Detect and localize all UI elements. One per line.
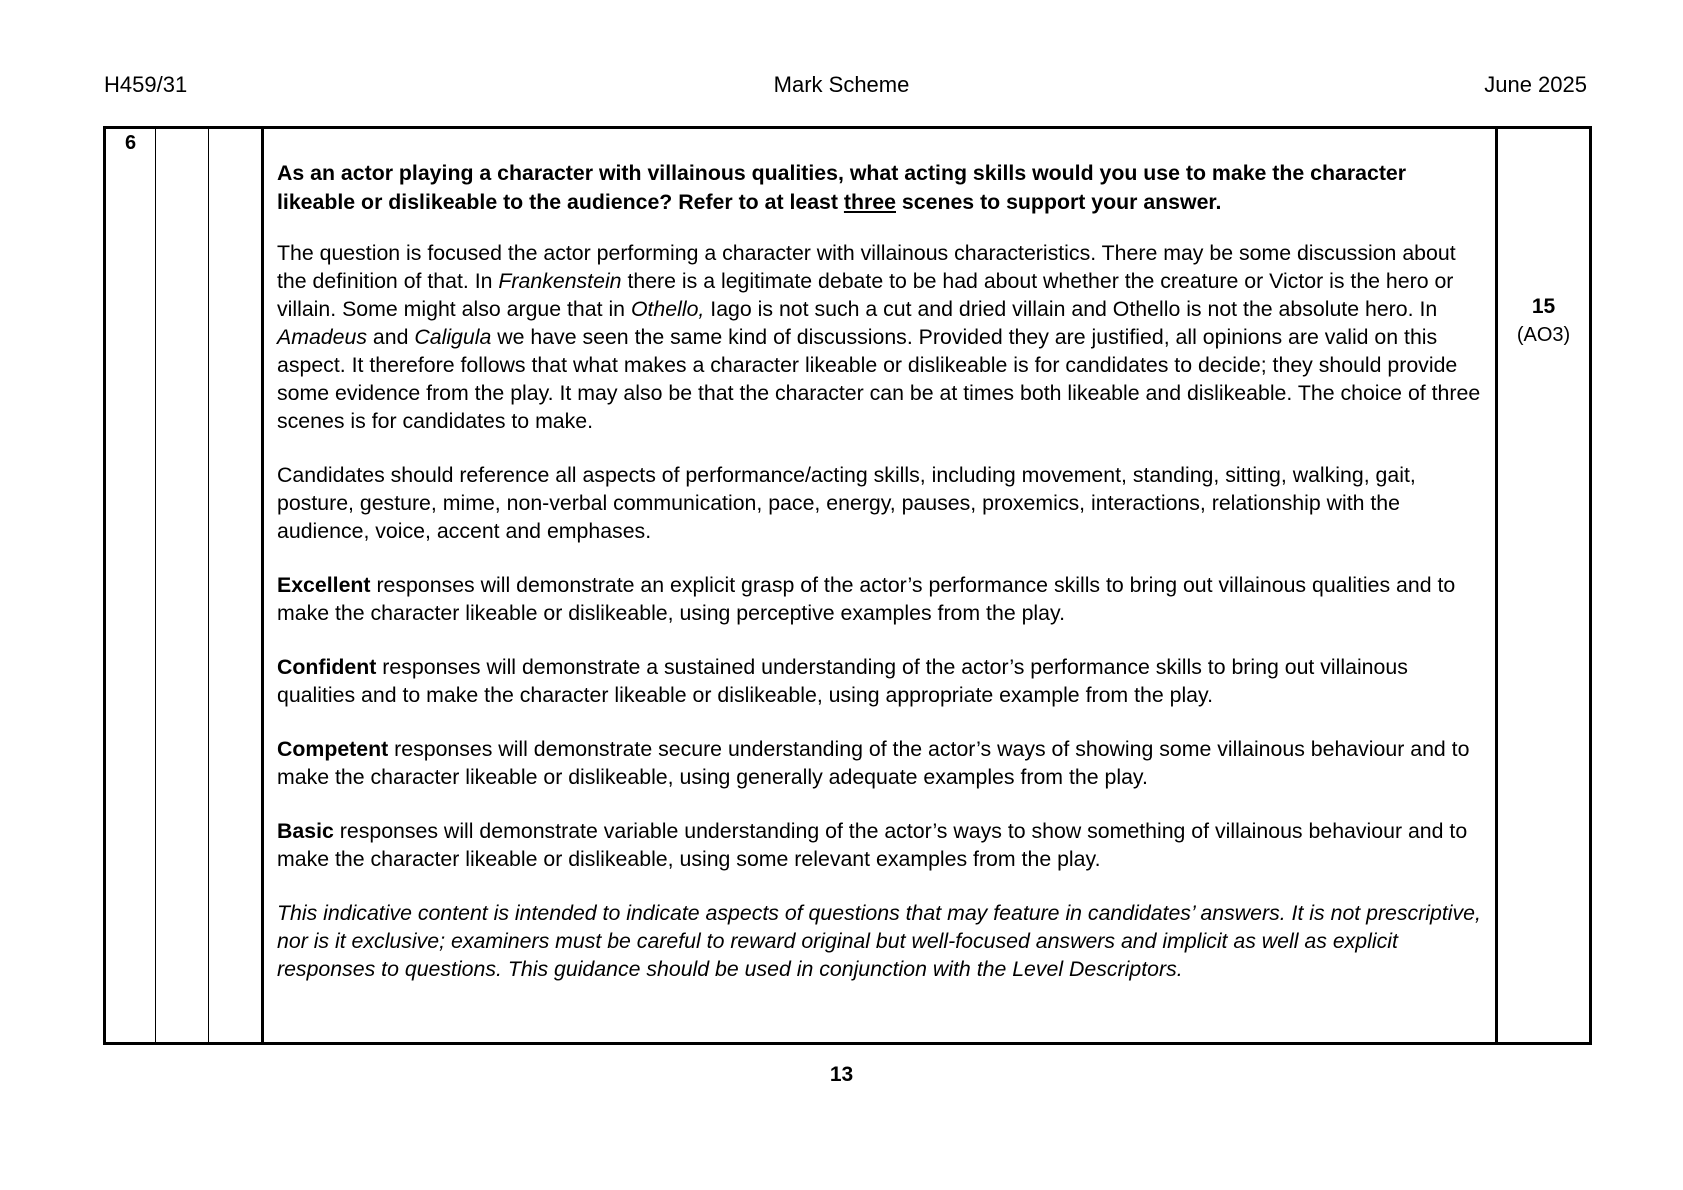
table-row (105, 128, 1591, 1044)
level-competent: Competent responses will demonstrate secure understanding of the actor’s ways of showing some villainous behaviour and to make the character likeable or dislikeable, using generally adequate examples from the play. (277, 737, 1470, 789)
document-date: June 2025 (1484, 72, 1587, 97)
document-title: Mark Scheme (773, 72, 910, 97)
marks-value: 15 (1531, 295, 1556, 318)
level-basic: Basic responses will demonstrate variable understanding of the actor’s ways to show something of villainous behaviour and to make the character likeable or dislikeable, using some relevant examples from the play. (277, 819, 1468, 871)
guidance-paragraph-1: The question is focused the actor performing a character with villainous characteristics. There may be some discussion about the definition of that. In Frankenstein there is a legitimate debate to be had about whether the creature or Victor is the hero or villain. Some might also argue that in Othello, Iago is not such a cut and dried villain and Othello is not the absolute hero. In Amadeus and Caligula we have seen the same kind of discussions. Provided they are justified, all opinions are valid on this aspect. It therefore follows that what makes a character likeable or dislikeable is for candidates to decide; they should provide some evidence from the play. It may also be that the character can be at times both likeable and dislikeable. The choice of three scenes is for candidates to make. (277, 241, 1481, 433)
mark-scheme-table (103, 126, 1592, 1045)
page-number: 13 (829, 1063, 854, 1086)
indicative-content-note: This indicative content is intended to indicate aspects of questions that may feature in candidates’ answers. It is not prescriptive, nor is it exclusive; examiners must be careful to reward original but well-focused answers and implicit as well as explicit responses to questions. This guidance should be used in conjunction with the Level Descriptors. (277, 901, 1481, 981)
level-label: Competent (277, 737, 389, 761)
question-prompt: As an actor playing a character with villainous qualities, what acting skills would you use to make the character likeable or dislikeable to the audience? Refer to at least three scenes to support your answer. (277, 161, 1407, 214)
level-label: Excellent (277, 573, 371, 597)
empty-cell (156, 128, 209, 1044)
marks-cell (1497, 128, 1591, 1044)
guidance-paragraph-2: Candidates should reference all aspects of performance/acting skills, including movement, standing, sitting, walking, gait, posture, gesture, mime, non-verbal communication, pace, energy, pauses, proxemics, interactions, relationship with the audience, voice, accent and emphases. (277, 463, 1416, 543)
emphasis-three: three (843, 190, 896, 214)
question-number: 6 (105, 128, 156, 1044)
guidance-cell (263, 128, 1497, 1044)
empty-cell (209, 128, 263, 1044)
level-label: Basic (277, 819, 334, 843)
level-label: Confident (277, 655, 377, 679)
level-excellent: Excellent responses will demonstrate an explicit grasp of the actor’s performance skills to bring out villainous qualities and to make the character likeable or dislikeable, using perceptive examples from the play. (277, 573, 1456, 625)
document-code: H459/31 (104, 72, 188, 97)
assessment-objective: (AO3) (1516, 324, 1571, 346)
level-confident: Confident responses will demonstrate a sustained understanding of the actor’s performance skills to bring out villainous qualities and to make the character likeable or dislikeable, using appropriate example from the play. (277, 655, 1408, 707)
